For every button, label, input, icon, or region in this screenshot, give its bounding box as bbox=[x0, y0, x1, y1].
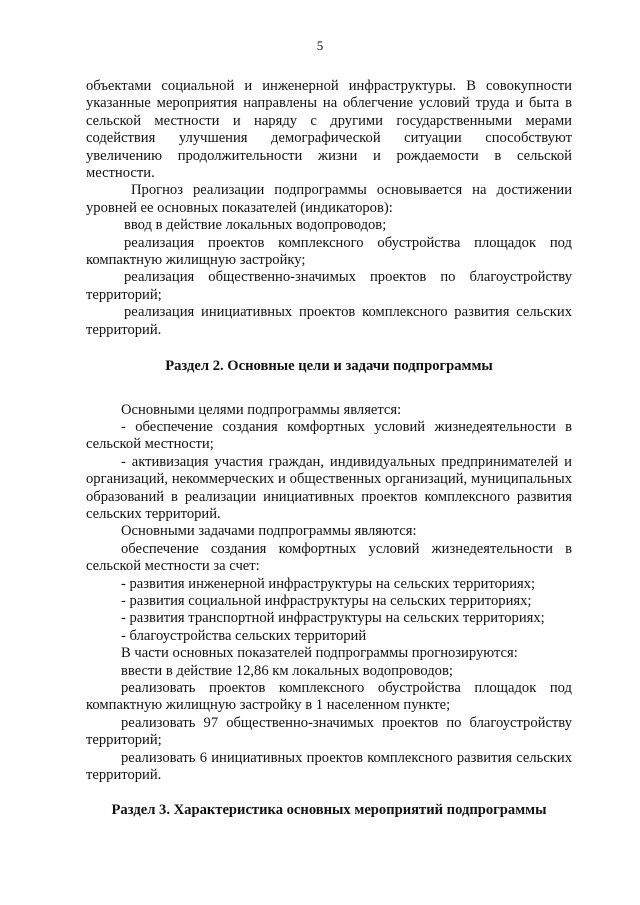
page-number: 5 bbox=[316, 38, 324, 53]
paragraph: реализовать проектов комплексного обустройства площадок под компактную жилищную застройку в 1 населенном пункте; bbox=[86, 680, 572, 714]
list-item: - благоустройства сельских территорий bbox=[121, 627, 367, 644]
paragraph: реализация общественно-значимых проектов по благоустройству территорий; bbox=[86, 269, 572, 303]
list-item: - развития социальной инфраструктуры на сельских территориях; bbox=[121, 592, 532, 609]
paragraph: объектами социальной и инженерной инфраструктуры. В совокупности указанные мероприятия направлены на облегчение условий труда и быта в сельской местности и наряду с другими государственными мерами содействия улучшения демографической ситуации способствуют увеличению продолжительности жизни и рождаемости в сельской местности. bbox=[86, 78, 572, 182]
list-item: - развития инженерной инфраструктуры на сельских территориях; bbox=[121, 575, 536, 592]
paragraph: - активизация участия граждан, индивидуальных предпринимателей и организаций, некоммерческих и общественных организаций, муниципальных образований в реализации инициативных проектов комплексного развития сельских территорий. bbox=[86, 453, 572, 522]
paragraph: В части основных показателей подпрограммы прогнозируются: bbox=[121, 645, 518, 662]
paragraph: - обеспечение создания комфортных условий жизнедеятельности в сельской местности; bbox=[86, 418, 572, 453]
list-item: - развития транспортной инфраструктуры на сельских территориях; bbox=[121, 610, 545, 627]
paragraph: Прогноз реализации подпрограммы основывается на достижении уровней ее основных показателей (индикаторов): bbox=[86, 182, 572, 216]
paragraph: обеспечение создания комфортных условий жизнедеятельности в сельской местности за счет: bbox=[86, 540, 572, 575]
section-heading: Раздел 2. Основные цели и задачи подпрограммы bbox=[165, 358, 493, 375]
section-heading: Раздел 3. Характеристика основных мероприятий подпрограммы bbox=[111, 802, 547, 819]
paragraph: Основными целями подпрограммы является: bbox=[121, 401, 402, 418]
paragraph: ввод в действие локальных водопроводов; bbox=[124, 217, 387, 234]
paragraph: реализация инициативных проектов комплексного развития сельских территорий. bbox=[86, 304, 572, 338]
paragraph: реализация проектов комплексного обустройства площадок под компактную жилищную застройку; bbox=[86, 234, 572, 269]
paragraph: ввести в действие 12,86 км локальных водопроводов; bbox=[121, 662, 453, 679]
paragraph: Основными задачами подпрограммы являются: bbox=[121, 523, 417, 540]
paragraph: реализовать 97 общественно-значимых проектов по благоустройству территорий; bbox=[86, 714, 572, 749]
document-body bbox=[86, 78, 572, 820]
paragraph: реализовать 6 инициативных проектов комплексного развития сельских территорий. bbox=[86, 749, 572, 784]
